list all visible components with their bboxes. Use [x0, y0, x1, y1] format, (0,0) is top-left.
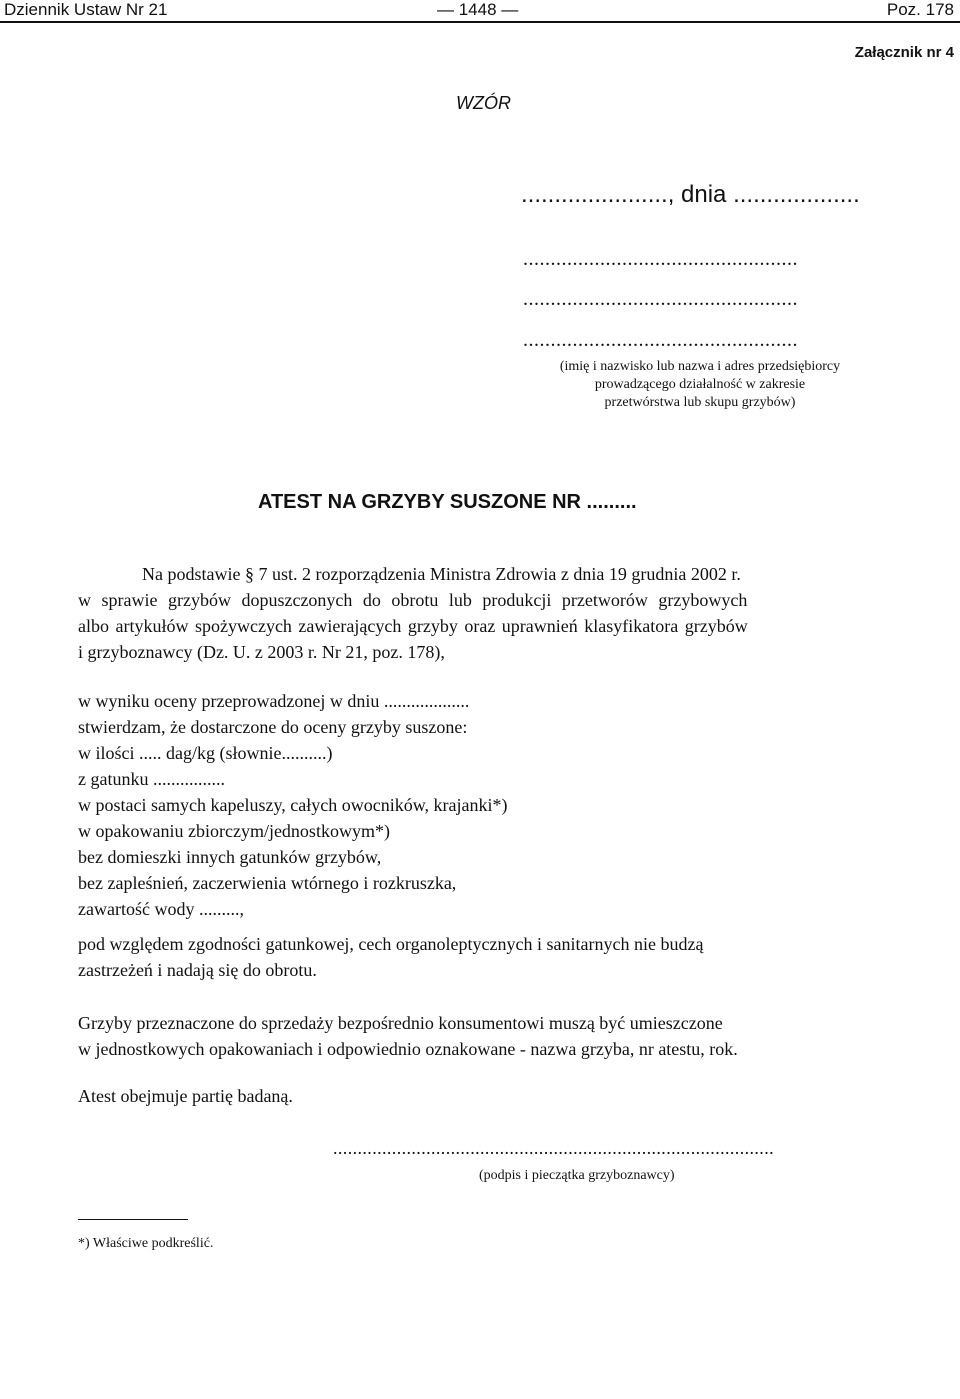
conclusion-paragraph [78, 931, 898, 983]
template-label: WZÓR [456, 93, 511, 113]
assessment-line: bez domieszki innych gatunków grzybów, [78, 847, 382, 867]
header-rule [0, 21, 960, 23]
assessment-line: w opakowaniu zbiorczym/jednostkowym*) [78, 821, 390, 841]
address-caption-line: prowadzącego działalność w zakresie [594, 377, 806, 392]
basis-line: albo artykułów spożywczych zawierających grzyby oraz uprawnień klasyfikatora grzybów [78, 616, 748, 636]
legal-basis-paragraph [78, 561, 898, 665]
assessment-line: bez zapleśnień, zaczerwienia wtórnego i rozkruszka, [78, 873, 457, 893]
annex-label: Załącznik nr 4 [854, 44, 954, 61]
scope-paragraph [78, 1083, 898, 1109]
page-header [0, 0, 960, 22]
assessment-line: zawartość wody ........., [78, 899, 244, 919]
journal-name: Dziennik Ustaw Nr 21 [4, 0, 168, 19]
footnote: *) Właściwe podkreślić. [78, 1236, 214, 1251]
assessment-line: w postaci samych kapeluszy, całych owocników, krajanki*) [78, 795, 508, 815]
basis-line: Na podstawie § 7 ust. 2 rozporządzenia Ministra Zdrowia z dnia 19 grudnia 2002 r. [142, 564, 741, 584]
assessment-block [78, 688, 508, 922]
page-number: — 1448 — [437, 0, 519, 19]
address-line-3: .................................................. [523, 329, 798, 351]
address-line-1: .................................................. [523, 248, 798, 270]
address-caption-line: przetwórstwa lub skupu grzybów) [604, 395, 796, 410]
assessment-line: w ilości ..... dag/kg (słownie..........) [78, 743, 333, 763]
basis-line: i grzyboznawcy (Dz. U. z 2003 r. Nr 21, poz. 178), [78, 642, 445, 662]
packaging-paragraph [78, 1010, 898, 1062]
address-caption [520, 358, 880, 412]
scope-line: Atest obejmuje partię badaną. [78, 1086, 293, 1106]
conclusion-line: zastrzeżeń i nadają się do obrotu. [78, 960, 317, 980]
packaging-line: Grzyby przeznaczone do sprzedaży bezpośrednio konsumentowi muszą być umieszczone [78, 1013, 723, 1033]
conclusion-line: pod względem zgodności gatunkowej, cech organoleptycznych i sanitarnych nie budzą [78, 934, 704, 954]
packaging-line: w jednostkowych opakowaniach i odpowiednio oznakowane - nazwa grzyba, nr atestu, rok. [78, 1039, 738, 1059]
address-line-2: .................................................. [523, 288, 798, 310]
document-title: ATEST NA GRZYBY SUSZONE NR ......... [258, 491, 637, 513]
assessment-line: w wyniku oceny przeprowadzonej w dniu ................... [78, 691, 470, 711]
address-caption-line: (imię i nazwisko lub nazwa i adres przedsiębiorcy [559, 359, 841, 374]
signature-line: .......................................................................................... [333, 1138, 774, 1158]
footnote-rule [78, 1219, 188, 1220]
position-number: Poz. 178 [886, 0, 954, 19]
basis-line: w sprawie grzybów dopuszczonych do obrotu lub produkcji przetworów grzybowych [78, 590, 748, 610]
place-date-line: ......................, dnia ................... [521, 181, 860, 208]
signature-caption: (podpis i pieczątka grzyboznawcy) [479, 1168, 675, 1183]
assessment-line: z gatunku ................ [78, 769, 225, 789]
assessment-line: stwierdzam, że dostarczone do oceny grzyby suszone: [78, 717, 468, 737]
